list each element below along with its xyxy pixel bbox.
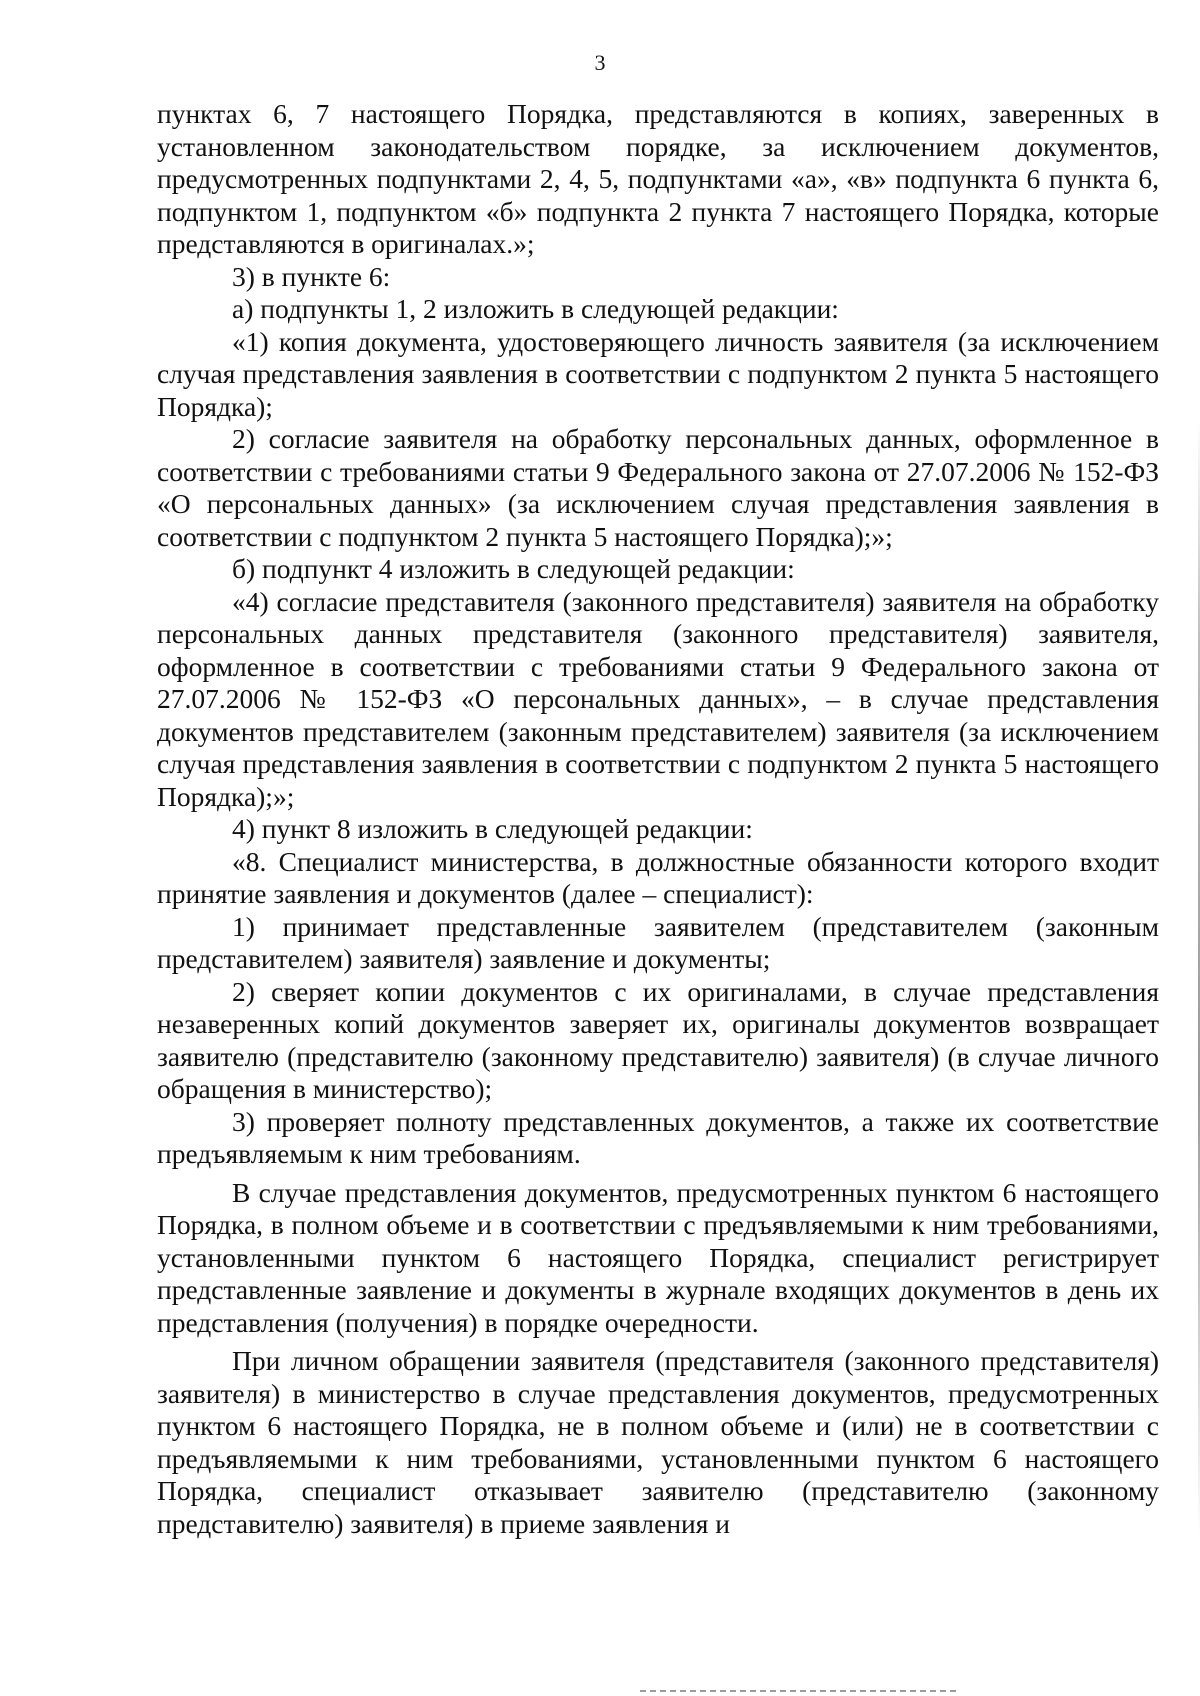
page-number: 3	[594, 50, 606, 75]
paragraph-duty-2: 2) сверяет копии документов с их оригиналами, в случае представления незаверенных копий документов заверяет их, оригиналы документов возвращает заявителю (представителю (законному представителю) заявителя) (в случае личного обращения в министерство);	[157, 975, 1159, 1104]
paragraph-quoted-2: 2) согласие заявителя на обработку персональных данных, оформленное в соответствии с требованиями статьи 9 Федерального закона от 27.07.2006 № 152-ФЗ «О персональных данных» (за исключением случая представления заявления в соответствии с подпунктом 2 пункта 5 настоящего Порядка);»;	[157, 423, 1159, 552]
paragraph-item-4: 4) пункт 8 изложить в следующей редакции:	[232, 813, 753, 844]
paragraph-subitem-b: б) подпункт 4 изложить в следующей редакции:	[232, 553, 795, 584]
scan-bottom-artifact	[640, 1690, 960, 1692]
paragraph-continuation: пунктах 6, 7 настоящего Порядка, представляются в копиях, заверенных в установленном законодательством порядке, за исключением документов, предусмотренных подпунктами 2, 4, 5, подпунктами «а», «в» подпункта 6 пункта 6, подпунктом 1, подпунктом «б» подпункта 2 пункта 7 настоящего Порядка, которые представляются в оригиналах.»;	[157, 98, 1159, 259]
paragraph-quoted-1: «1) копия документа, удостоверяющего личность заявителя (за исключением случая представления заявления в соответствии с подпунктом 2 пункта 5 настоящего Порядка);	[157, 325, 1159, 422]
paragraph-subitem-a: а) подпункты 1, 2 изложить в следующей редакции:	[232, 293, 839, 324]
document-body	[157, 98, 1159, 1540]
paragraph-item-3: 3) в пункте 6:	[232, 260, 391, 292]
paragraph-full-submission: В случае представления документов, предусмотренных пунктом 6 настоящего Порядка, в полном объеме и в соответствии с предъявляемыми к ним требованиями, установленными пунктом 6 настоящего Порядка, специалист регистрирует представленные заявление и документы в журнале входящих документов в день их представления (получения) в порядке очередности.	[157, 1176, 1159, 1338]
paragraph-duty-1: 1) принимает представленные заявителем (представителем (законным представителем) заявителя) заявление и документы;	[157, 910, 1159, 974]
paragraph-quoted-4: «4) согласие представителя (законного представителя) заявителя на обработку персональных данных представителя (законного представителя) заявителя, оформленное в соответствии с требованиями статьи 9 Федерального закона от 27.07.2006 № 152-ФЗ «О персональных данных», – в случае представления документов представителем (законным представителем) заявителя (за исключением случая представления заявления в соответствии с подпунктом 2 пункта 5 настоящего Порядка);»;	[157, 585, 1159, 812]
paragraph-duty-3: 3) проверяет полноту представленных документов, а также их соответствие предъявляемым к ним требованиям.	[157, 1105, 1159, 1169]
paragraph-personal-visit: При личном обращении заявителя (представителя (законного представителя) заявителя) в министерство в случае представления документов, предусмотренных пунктом 6 настоящего Порядка, не в полном объеме и (или) не в соответствии с предъявляемыми к ним требованиями, установленными пунктом 6 настоящего Порядка, специалист отказывает заявителю (представителю (законному представителю) заявителя) в приеме заявления и	[157, 1345, 1159, 1539]
paragraph-quoted-8: «8. Специалист министерства, в должностные обязанности которого входит принятие заявления и документов (далее – специалист):	[157, 845, 1159, 909]
